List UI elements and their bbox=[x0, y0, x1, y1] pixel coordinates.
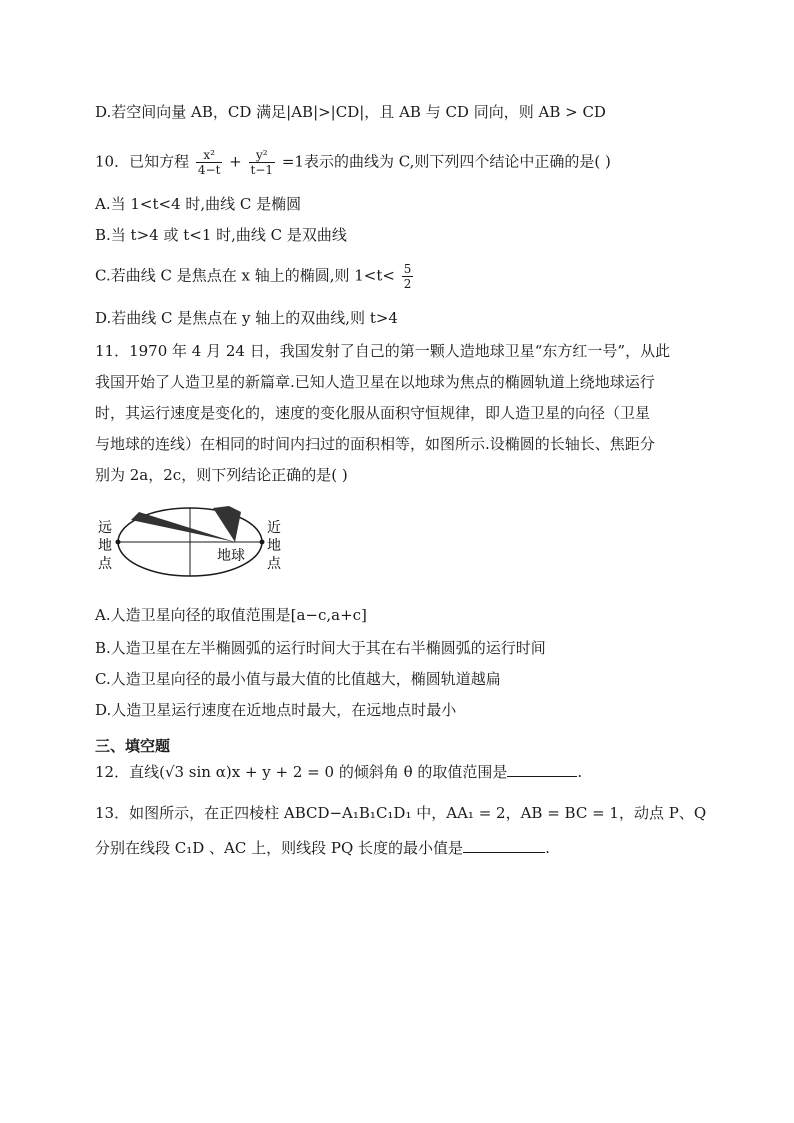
q10-option-c-numerator: 5 bbox=[403, 262, 412, 276]
q11-option-c: C.人造卫星向径的最小值与最大值的比值越大，椭圆轨道越扁 bbox=[95, 670, 501, 688]
q10-fraction-2 bbox=[249, 148, 276, 177]
far-label-1: 远 bbox=[98, 520, 112, 536]
q10-option-c-denominator: 2 bbox=[403, 277, 412, 291]
orbit-svg bbox=[95, 498, 295, 578]
q12-stem bbox=[95, 762, 715, 782]
far-label-2: 地 bbox=[98, 538, 112, 554]
q10-stem-suffix: =1表示的曲线为 C,则下列四个结论中正确的是( ) bbox=[281, 152, 611, 171]
q12-answer-blank[interactable] bbox=[507, 762, 577, 777]
q13-text: 分别在线段 C₁D 、AC 上，则线段 PQ 长度的最小值是 bbox=[95, 839, 464, 857]
q11-line-5: 别为 2a，2c，则下列结论正确的是( ) bbox=[95, 466, 348, 484]
q13-line-1: 13．如图所示，在正四棱柱 ABCD−A₁B₁C₁D₁ 中，AA₁ = 2，AB = BC = 1，动点 P、Q bbox=[95, 804, 707, 822]
q13-line-2 bbox=[95, 838, 715, 858]
q12-suffix: . bbox=[577, 763, 583, 781]
q11-line-1: 11．1970 年 4 月 24 日，我国发射了自己的第一颗人造地球卫星“东方红一号”，从此 bbox=[95, 342, 671, 360]
q13-suffix: . bbox=[545, 839, 550, 857]
q13-answer-blank[interactable] bbox=[463, 838, 545, 853]
q10-plus: + bbox=[229, 152, 242, 171]
q10-frac1-numerator: x² bbox=[196, 148, 223, 163]
q10-frac2-denominator: t−1 bbox=[250, 163, 274, 177]
q10-option-a: A.当 1<t<4 时,曲线 C 是椭圆 bbox=[95, 195, 302, 213]
q10-stem bbox=[95, 148, 715, 177]
q12-text: 12．直线(√3 sin α)x + y + 2 = 0 的倾斜角 θ 的取值范围是 bbox=[95, 763, 508, 781]
orbit-diagram bbox=[95, 498, 295, 578]
q10-option-c-text: C.若曲线 C 是焦点在 x 轴上的椭圆,则 1<t< bbox=[95, 266, 395, 285]
near-label-1: 近 bbox=[267, 520, 281, 536]
far-label-3: 点 bbox=[98, 556, 112, 572]
q11-line-4: 与地球的连线）在相同的时间内扫过的面积相等，如图所示.设椭圆的长轴长、焦距分 bbox=[95, 435, 655, 453]
q10-option-c bbox=[95, 262, 715, 291]
q11-line-2: 我国开始了人造卫星的新篇章.已知人造卫星在以地球为焦点的椭圆轨道上绕地球运行 bbox=[95, 373, 655, 391]
near-label-2: 地 bbox=[267, 538, 281, 554]
q10-frac2-numerator: y² bbox=[249, 148, 276, 163]
q10-option-c-fraction bbox=[402, 262, 414, 291]
near-point-dot bbox=[260, 540, 265, 545]
q11-option-a: A.人造卫星向径的取值范围是[a−c,a+c] bbox=[95, 606, 367, 624]
q10-frac1-denominator: 4−t bbox=[197, 163, 221, 177]
q10-option-b: B.当 t>4 或 t<1 时,曲线 C 是双曲线 bbox=[95, 226, 347, 244]
far-point-dot bbox=[116, 540, 121, 545]
near-label-3: 点 bbox=[267, 556, 281, 572]
q11-option-d: D.人造卫星运行速度在近地点时最大，在远地点时最小 bbox=[95, 701, 457, 719]
earth-label: 地球 bbox=[217, 548, 245, 564]
q10-stem-prefix: 10．已知方程 bbox=[95, 152, 190, 171]
q10-fraction-1 bbox=[196, 148, 223, 177]
section-title: 三、填空题 bbox=[95, 737, 171, 755]
q11-option-b: B.人造卫星在左半椭圆弧的运行时间大于其在右半椭圆弧的运行时间 bbox=[95, 639, 546, 657]
q10-option-d: D.若曲线 C 是焦点在 y 轴上的双曲线,则 t>4 bbox=[95, 309, 398, 327]
q9-option-d: D.若空间向量 AB，CD 满足|AB|>|CD|，且 AB 与 CD 同向，则 AB > CD bbox=[95, 103, 606, 121]
q11-line-3: 时，其运行速度是变化的，速度的变化服从面积守恒规律，即人造卫星的向径（卫星 bbox=[95, 404, 651, 422]
